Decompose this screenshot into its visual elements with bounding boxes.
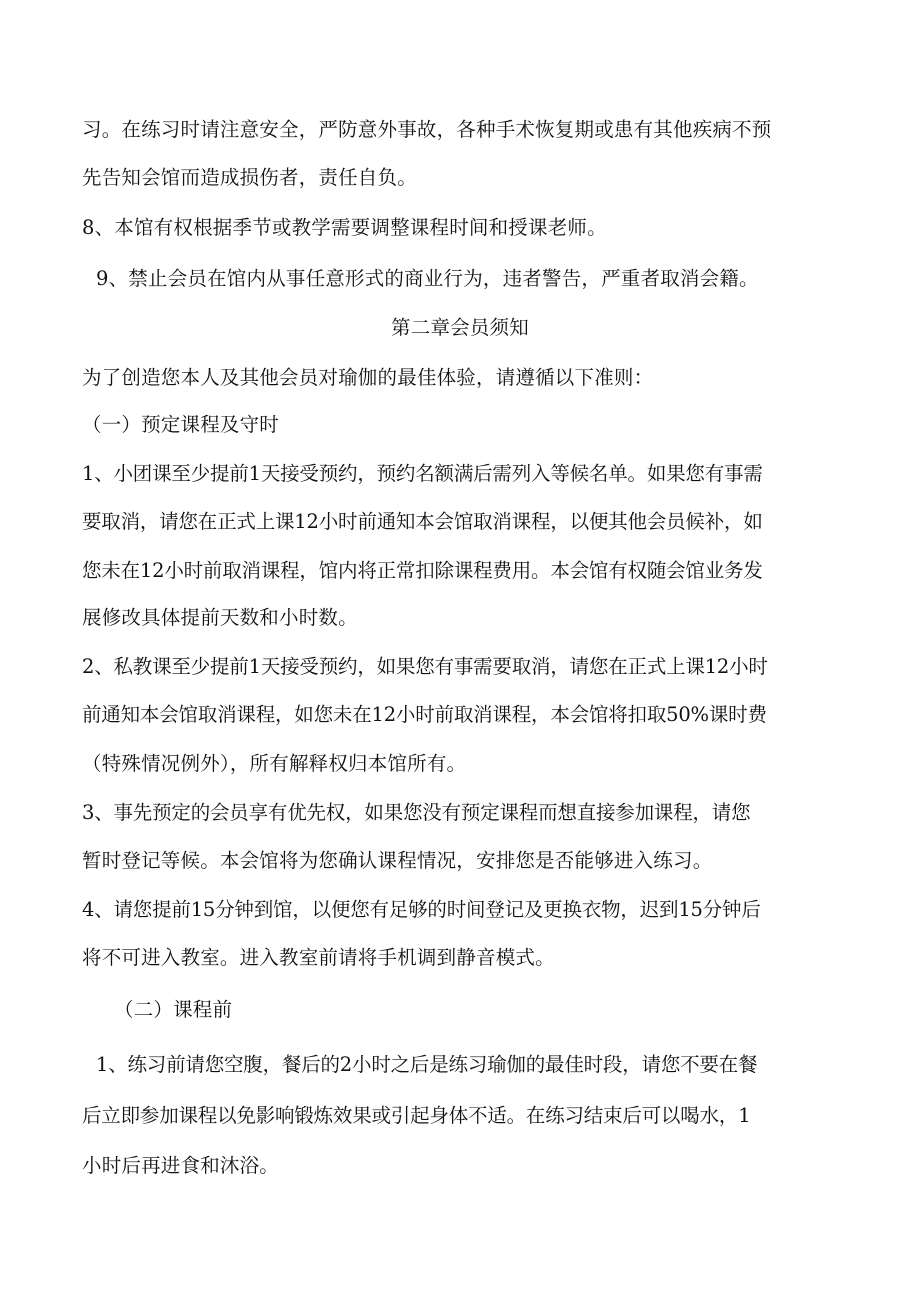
rule-item-9: 9、禁止会员在馆内从事任意形式的商业行为，违者警告，严重者取消会籍。 <box>96 267 759 290</box>
paragraph-line: 习。在练习时请注意安全，严防意外事故，各种手术恢复期或患有其他疾病不预 <box>82 118 772 141</box>
paragraph-line: 先告知会馆而造成损伤者，责任自负。 <box>82 166 417 189</box>
intro-line: 为了创造您本人及其他会员对瑜伽的最佳体验，请遵循以下准则： <box>82 366 654 389</box>
paragraph-line: 4、请您提前15分钟到馆，以便您有足够的时间登记及更换衣物，迟到15分钟后 <box>82 898 761 921</box>
paragraph-line: 暂时登记等候。本会馆将为您确认课程情况，安排您是否能够进入练习。 <box>82 849 713 872</box>
paragraph-line: 将不可进入教室。进入教室前请将手机调到静音模式。 <box>82 946 555 969</box>
rule-item-8: 8、本馆有权根据季节或教学需要调整课程时间和授课老师。 <box>82 216 607 239</box>
section-heading-before-class: （二）课程前 <box>114 998 233 1021</box>
paragraph-line: 3、事先预定的会员享有优先权，如果您没有预定课程而想直接参加课程，请您 <box>82 801 751 824</box>
chapter-title: 第二章会员须知 <box>391 316 529 339</box>
paragraph-line: 前通知本会馆取消课程，如您未在12小时前取消课程，本会馆将扣取50%课时费 <box>82 703 767 726</box>
paragraph-line: 2、私教课至少提前1天接受预约，如果您有事需要取消，请您在正式上课12小时 <box>82 655 768 678</box>
paragraph-line: 展修改具体提前天数和小时数。 <box>82 606 358 629</box>
section-heading-booking: （一）预定课程及守时 <box>82 413 280 436</box>
paragraph-line: 1、练习前请您空腹，餐后的2小时之后是练习瑜伽的最佳时段，请您不要在餐 <box>96 1053 758 1076</box>
paragraph-line: 1、小团课至少提前1天接受预约，预约名额满后需列入等候名单。如果您有事需 <box>82 462 763 485</box>
paragraph-line: （特殊情况例外），所有解释权归本馆所有。 <box>82 752 467 775</box>
paragraph-line: 要取消，请您在正式上课12小时前通知本会馆取消课程，以便其他会员候补，如 <box>82 510 763 533</box>
paragraph-line: 小时后再进食和沐浴。 <box>82 1154 280 1177</box>
paragraph-line: 后立即参加课程以免影响锻炼效果或引起身体不适。在练习结束后可以喝水，1 <box>82 1104 751 1127</box>
paragraph-line: 您未在12小时前取消课程，馆内将正常扣除课程费用。本会馆有权随会馆业务发 <box>82 559 763 582</box>
